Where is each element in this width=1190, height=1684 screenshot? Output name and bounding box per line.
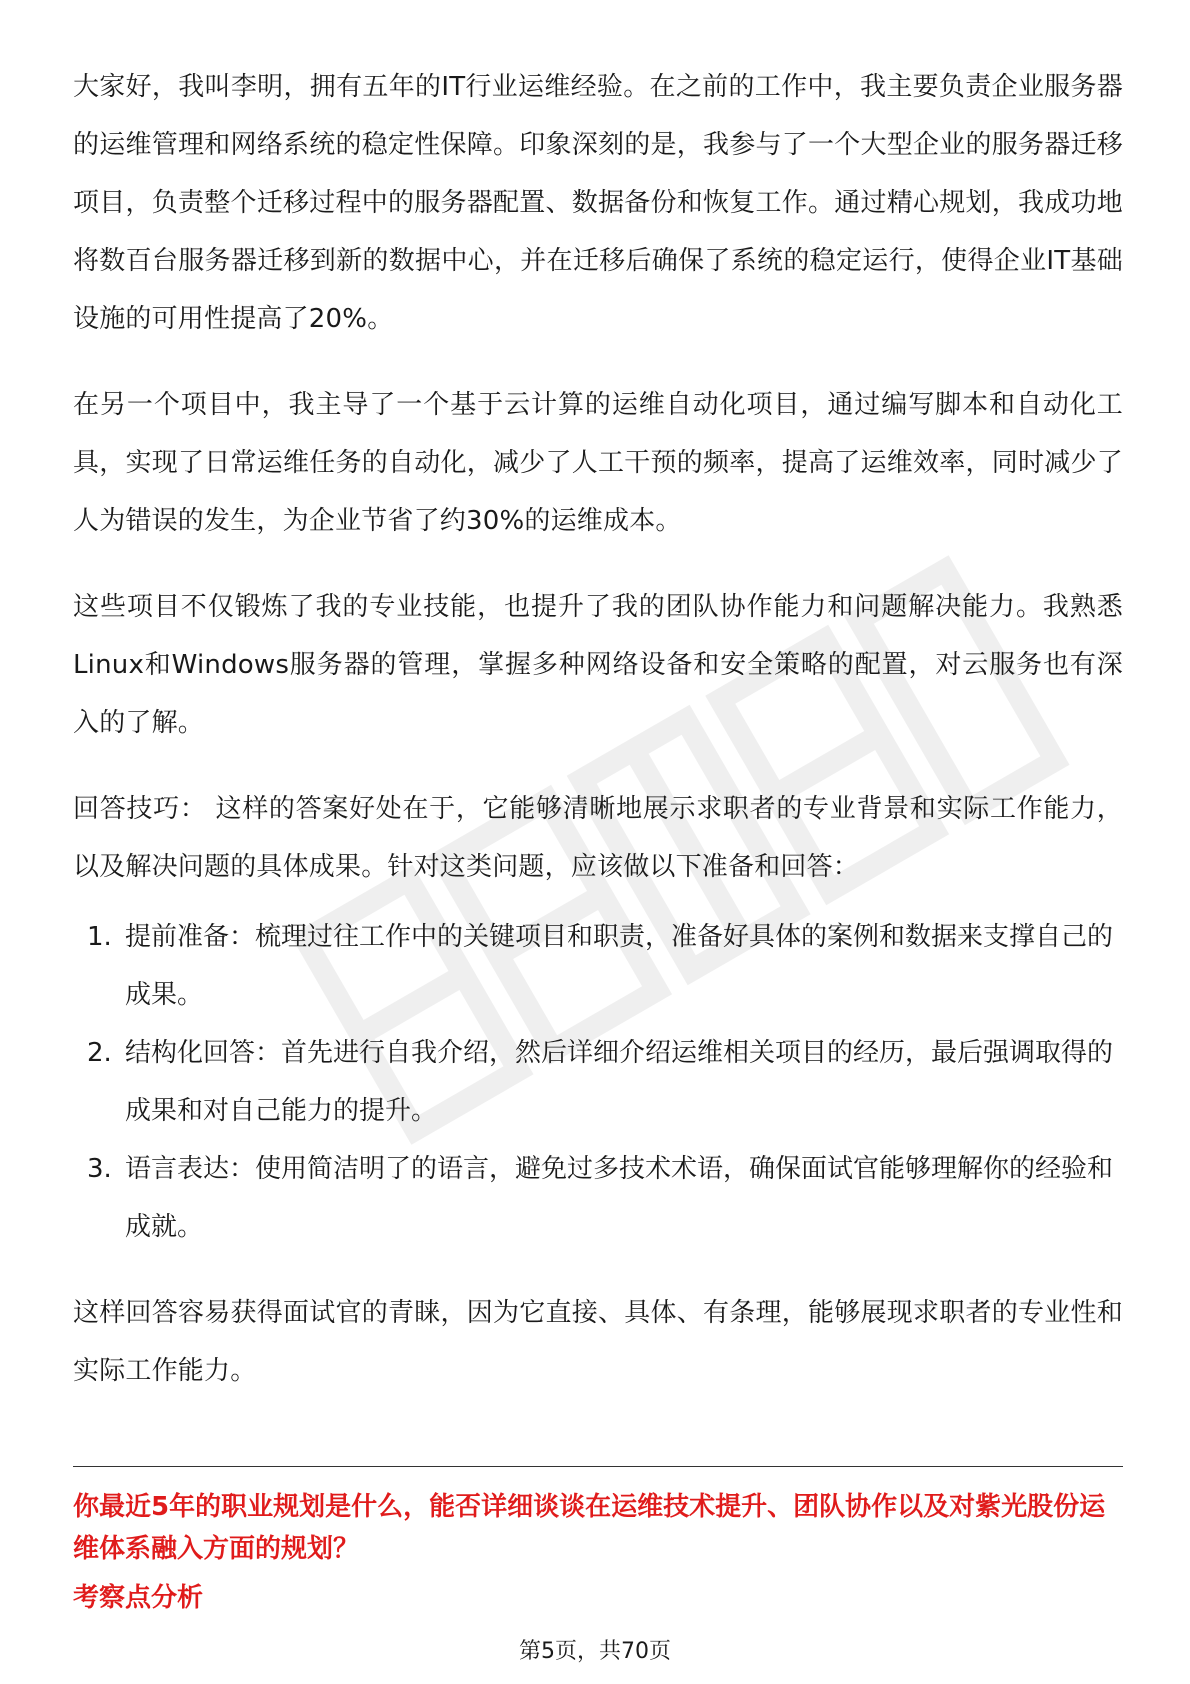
list-item-text: 提前准备：梳理过往工作中的关键项目和职责，准备好具体的案例和数据来支撑自己的成果。: [125, 922, 1114, 1010]
list-item: [73, 1024, 1123, 1140]
page-footer: 第5页，共70页: [519, 1639, 671, 1664]
analysis-section-heading: 考察点分析: [73, 1583, 204, 1613]
answer-paragraph-3: 这些项目不仅锻炼了我的专业技能，也提升了我的团队协作能力和问题解决能力。我熟悉Linux和Windows服务器的管理，掌握多种网络设备和安全策略的配置，对云服务也有深入的了解。: [73, 592, 1123, 738]
list-item: [73, 1140, 1123, 1256]
list-item-number: 3.: [87, 1154, 112, 1184]
tips-list: [73, 908, 1123, 1256]
list-item-text: 语言表达：使用简洁明了的语言，避免过多技术术语，确保面试官能够理解你的经验和成就。: [125, 1154, 1114, 1242]
list-item-number: 2.: [87, 1038, 112, 1068]
answer-tips-intro: 回答技巧： 这样的答案好处在于，它能够清晰地展示求职者的专业背景和实际工作能力，以及解决问题的具体成果。针对这类问题，应该做以下准备和回答：: [73, 794, 1124, 882]
next-question-heading: 你最近5年的职业规划是什么，能否详细谈谈在运维技术提升、团队协作以及对紫光股份运维体系融入方面的规划？: [73, 1492, 1106, 1564]
list-item-text: 结构化回答：首先进行自我介绍，然后详细介绍运维相关项目的经历，最后强调取得的成果和对自己能力的提升。: [125, 1038, 1114, 1126]
closing-paragraph: 这样回答容易获得面试官的青睐，因为它直接、具体、有条理，能够展现求职者的专业性和实际工作能力。: [73, 1298, 1123, 1386]
section-divider: [73, 1466, 1123, 1467]
answer-paragraph-1: 大家好，我叫李明，拥有五年的IT行业运维经验。在之前的工作中，我主要负责企业服务器的运维管理和网络系统的稳定性保障。印象深刻的是，我参与了一个大型企业的服务器迁移项目，负责整个迁移过程中的服务器配置、数据备份和恢复工作。通过精心规划，我成功地将数百台服务器迁移到新的数据中心，并在迁移后确保了系统的稳定运行，使得企业IT基础设施的可用性提高了20%。: [73, 72, 1123, 334]
main-content: [73, 58, 1123, 1400]
list-item: [73, 908, 1123, 1024]
answer-paragraph-2: 在另一个项目中，我主导了一个基于云计算的运维自动化项目，通过编写脚本和自动化工具，实现了日常运维任务的自动化，减少了人工干预的频率，提高了运维效率，同时减少了人为错误的发生，为企业节省了约30%的运维成本。: [73, 390, 1123, 536]
list-item-number: 1.: [87, 922, 112, 952]
